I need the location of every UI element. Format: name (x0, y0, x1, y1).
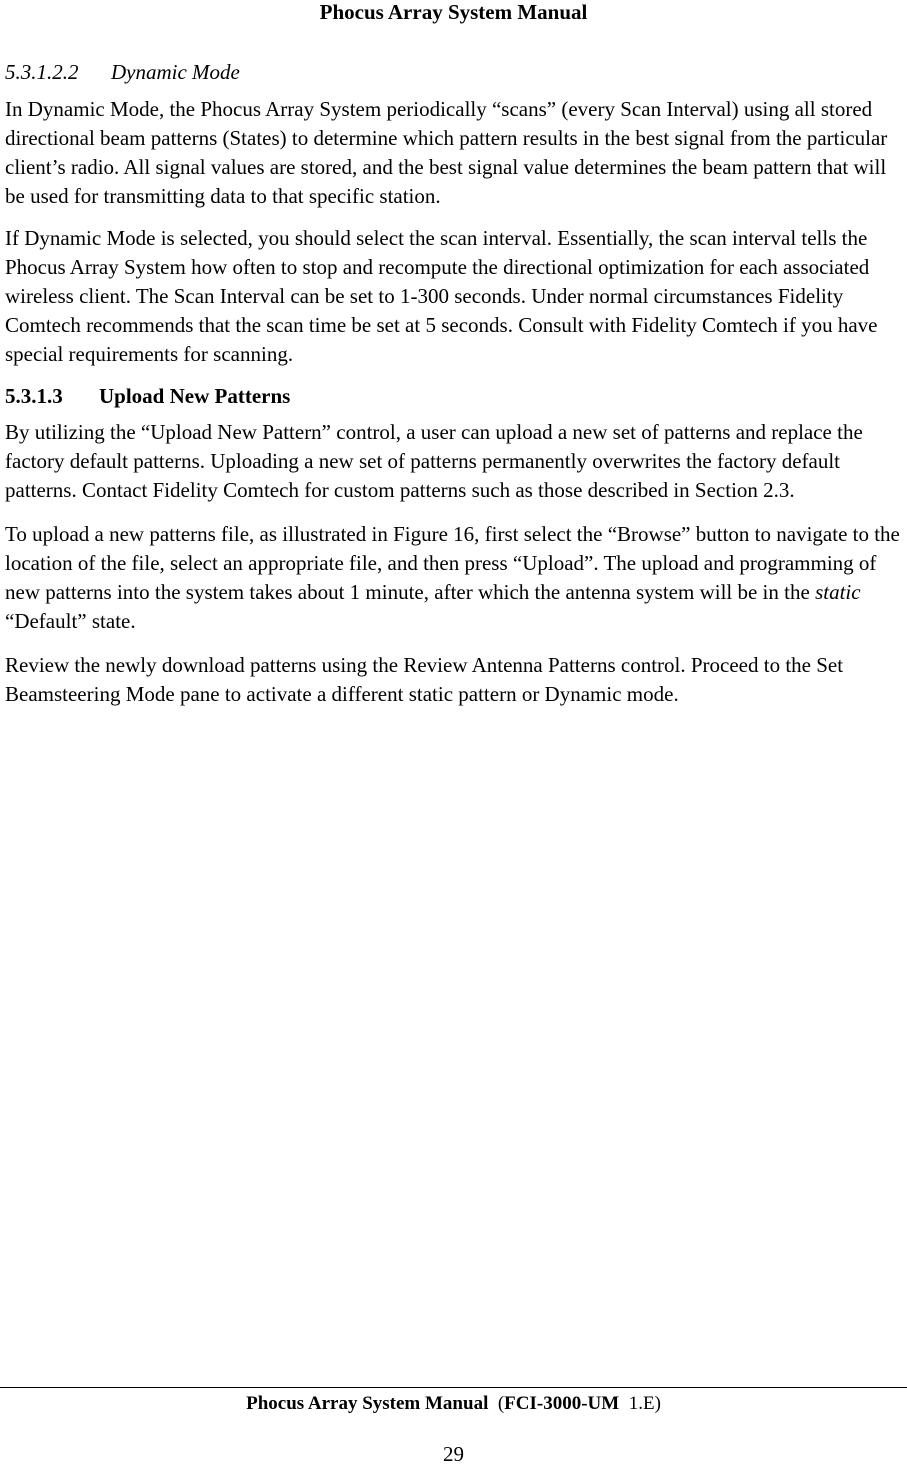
footer-doc-code: FCI-3000-UM (504, 1393, 620, 1414)
section-number: 5.3.1.2.2 (5, 60, 79, 84)
section-heading-dynamic-mode (5, 58, 905, 87)
paragraph: Review the newly download patterns using the Review Antenna Patterns control. Proceed to the Set Beamsteering Mode pane to activate a different static pattern or Dynamic mode. (5, 653, 844, 706)
emphasis-text: static (815, 580, 861, 604)
page-header (0, 0, 907, 24)
footer-revision: 1.E (628, 1393, 655, 1414)
section-heading-upload-new-patterns (5, 382, 905, 411)
paragraph-text: To upload a new patterns file, as illustrated in Figure 16, first select the “Browse” button to navigate to the location of the file, select an appropriate file, and then press “Upload”. The upload and programming of new patterns into the system takes about 1 minute, after which the antenna system will be in the (5, 522, 900, 604)
section-number: 5.3.1.3 (5, 384, 63, 408)
paragraph-text: “Default” state. (5, 609, 136, 633)
paragraph (5, 520, 905, 636)
footer-divider (0, 1387, 907, 1388)
paragraph: If Dynamic Mode is selected, you should select the scan interval. Essentially, the scan interval tells the Phocus Array System how often to stop and recompute the directional optimization for each associated wireless client. The Scan Interval can be set to 1-300 seconds. Under normal circumstances Fidelity Comtech recommends that the scan time be set at 5 seconds. Consult with Fidelity Comtech if you have special requirements for scanning. (5, 226, 878, 366)
paragraph: In Dynamic Mode, the Phocus Array System periodically “scans” (every Scan Interval) using all stored directional beam patterns (States) to determine which pattern results in the best signal from the particular client’s radio. All signal values are stored, and the best signal value determines the beam pattern that will be used for transmitting data to that specific station. (5, 97, 888, 208)
section-title: Upload New Patterns (99, 384, 291, 408)
section-title: Dynamic Mode (111, 60, 240, 84)
paragraph: By utilizing the “Upload New Pattern” control, a user can upload a new set of patterns and replace the factory default patterns. Uploading a new set of patterns permanently overwrites the factory default patterns. Contact Fidelity Comtech for custom patterns such as those described in Section 2.3. (5, 420, 863, 502)
page-footer: Phocus Array System Manual (FCI-3000-UM 1.E) (246, 1393, 661, 1414)
page-number: 29 (443, 1442, 464, 1466)
footer-title: Phocus Array System Manual (246, 1393, 489, 1414)
document-body (5, 58, 905, 724)
header-title: Phocus Array System Manual (319, 0, 588, 24)
